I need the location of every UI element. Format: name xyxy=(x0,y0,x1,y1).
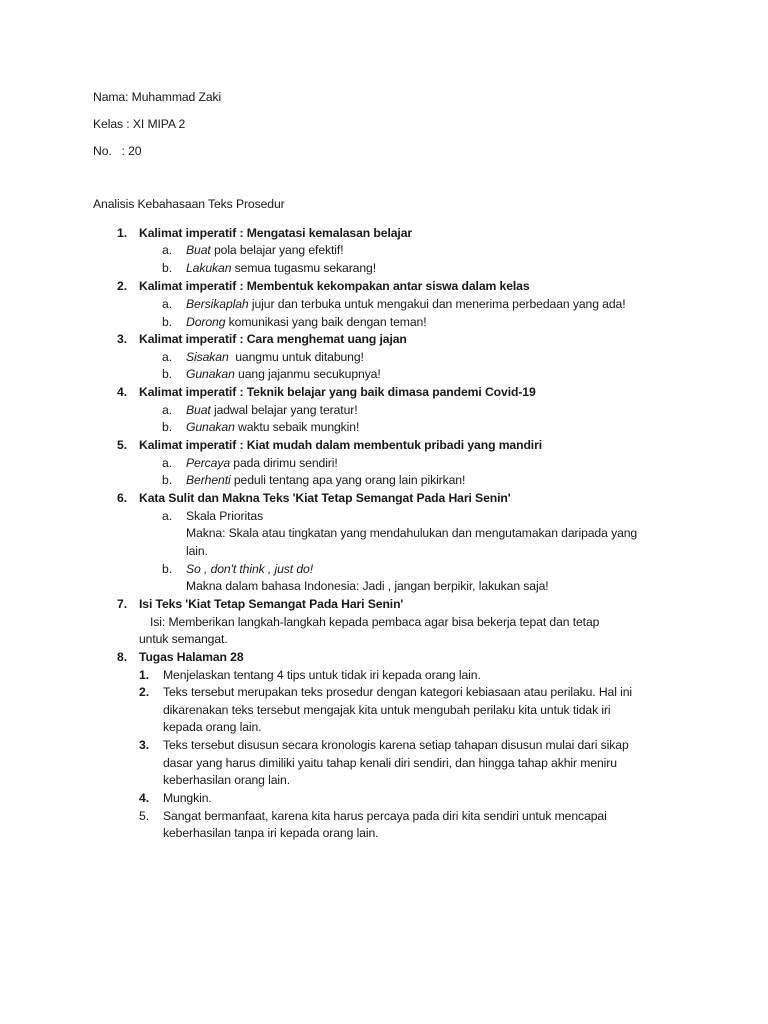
term-meaning: Makna: Skala atau tingkatan yang mendahulukan dan mengutamakan daripada yang xyxy=(186,526,638,540)
item-heading: Isi Teks 'Kiat Tetap Semangat Pada Hari Senin' xyxy=(139,597,404,611)
answer-text: kepada orang lain. xyxy=(163,720,262,734)
sub-item xyxy=(186,402,358,418)
text-content: untuk semangat. xyxy=(139,632,228,646)
answer-number: 5. xyxy=(139,809,150,823)
sub-letter: b. xyxy=(162,420,173,434)
sub-letter: a. xyxy=(162,350,173,364)
sub-text: komunikasi yang baik dengan teman! xyxy=(225,315,427,329)
sub-text: jujur dan terbuka untuk mengakui dan menerima perbedaan yang ada! xyxy=(248,297,626,311)
sub-text: uangmu untuk ditabung! xyxy=(228,350,364,364)
imperative-verb: Dorong xyxy=(186,315,226,329)
sub-text: pada dirimu sendiri! xyxy=(230,456,338,470)
answer-number: 3. xyxy=(139,738,150,752)
sub-item xyxy=(186,260,376,276)
sub-letter: a. xyxy=(162,297,173,311)
sub-letter: a. xyxy=(162,243,173,257)
answer-text: dasar yang harus dimiliki yaitu tahap kenali diri sendiri, dan hingga tahap akhir meniru xyxy=(163,756,617,770)
sub-text: uang jajanmu secukupnya! xyxy=(234,367,381,381)
imperative-verb: Gunakan xyxy=(186,420,235,434)
student-name: Nama: Muhammad Zaki xyxy=(93,90,222,104)
imperative-verb: Buat xyxy=(186,403,211,417)
sub-letter: b. xyxy=(162,473,173,487)
item-heading: Tugas Halaman 28 xyxy=(139,650,244,664)
item-number: 2. xyxy=(117,279,128,293)
item-number: 4. xyxy=(117,385,128,399)
imperative-verb: Lakukan xyxy=(186,261,232,275)
sub-item xyxy=(186,349,364,365)
student-number: No. : 20 xyxy=(93,144,142,158)
sub-item xyxy=(186,472,465,488)
answer-text: keberhasilan orang lain. xyxy=(163,773,291,787)
item-number: 7. xyxy=(117,597,128,611)
item-number: 1. xyxy=(117,226,128,240)
item-number: 5. xyxy=(117,438,128,452)
answer-number: 2. xyxy=(139,685,150,699)
sub-letter: a. xyxy=(162,456,173,470)
imperative-verb: Gunakan xyxy=(186,367,235,381)
sub-text: peduli tentang apa yang orang lain pikirkan! xyxy=(230,473,466,487)
item-number: 6. xyxy=(117,491,128,505)
sub-item xyxy=(186,314,426,330)
imperative-verb: Buat xyxy=(186,243,211,257)
answer-number: 1. xyxy=(139,668,150,682)
item-heading: Kalimat imperatif : Cara menghemat uang jajan xyxy=(139,332,407,346)
sub-letter: b. xyxy=(162,367,173,381)
sub-item xyxy=(186,242,343,258)
sub-item xyxy=(186,366,381,382)
sub-item xyxy=(186,455,338,471)
answer-text: Sangat bermanfaat, karena kita harus percaya pada diri kita sendiri untuk mencapai xyxy=(163,809,607,823)
answer-text: keberhasilan tanpa iri kepada orang lain. xyxy=(163,826,379,840)
item-heading: Kalimat imperatif : Mengatasi kemalasan belajar xyxy=(139,226,413,240)
item-heading: Kalimat imperatif : Teknik belajar yang baik dimasa pandemi Covid-19 xyxy=(139,385,536,399)
sub-letter: a. xyxy=(162,509,173,523)
item-heading: Kalimat imperatif : Kiat mudah dalam membentuk pribadi yang mandiri xyxy=(139,438,543,452)
sub-text: jadwal belajar yang teratur! xyxy=(210,403,358,417)
item-number: 3. xyxy=(117,332,128,346)
answer-text: dikarenakan teks tersebut mengajak kita untuk mengubah perilaku kita untuk tidak iri xyxy=(163,703,611,717)
sub-text: semua tugasmu sekarang! xyxy=(231,261,376,275)
sub-letter: a. xyxy=(162,403,173,417)
item-heading: Kalimat imperatif : Membentuk kekompakan antar siswa dalam kelas xyxy=(139,279,530,293)
sub-letter: b. xyxy=(162,562,173,576)
item-heading: Kata Sulit dan Makna Teks 'Kiat Tetap Semangat Pada Hari Senin' xyxy=(139,491,511,505)
answer-text: Teks tersebut disusun secara kronologis karena setiap tahapan disusun mulai dari sikap xyxy=(163,738,629,752)
imperative-verb: Bersikaplah xyxy=(186,297,249,311)
imperative-verb: Sisakan xyxy=(186,350,229,364)
answer-number: 4. xyxy=(139,791,150,805)
imperative-verb: Percaya xyxy=(186,456,231,470)
sub-letter: b. xyxy=(162,315,173,329)
document-title: Analisis Kebahasaan Teks Prosedur xyxy=(93,197,285,211)
term-meaning: Makna dalam bahasa Indonesia: Jadi , jangan berpikir, lakukan saja! xyxy=(186,579,549,593)
sub-item xyxy=(186,419,359,435)
sub-item xyxy=(186,296,625,312)
answer-text: Teks tersebut merupakan teks prosedur dengan kategori kebiasaan atau perilaku. Hal ini xyxy=(163,685,633,699)
difficult-term: So , don't think , just do! xyxy=(186,562,313,576)
item-number: 8. xyxy=(117,650,128,664)
term-meaning: lain. xyxy=(186,544,208,558)
sub-text: waktu sebaik mungkin! xyxy=(234,420,360,434)
answer-text: Mungkin. xyxy=(163,791,212,805)
sub-letter: b. xyxy=(162,261,173,275)
answer-text: Menjelaskan tentang 4 tips untuk tidak iri kepada orang lain. xyxy=(163,668,481,682)
student-class: Kelas : XI MIPA 2 xyxy=(93,117,186,131)
difficult-term: Skala Prioritas xyxy=(186,509,264,523)
text-content: Isi: Memberikan langkah-langkah kepada pembaca agar bisa bekerja tepat dan tetap xyxy=(150,615,600,629)
sub-text: pola belajar yang efektif! xyxy=(210,243,344,257)
imperative-verb: Berhenti xyxy=(186,473,231,487)
